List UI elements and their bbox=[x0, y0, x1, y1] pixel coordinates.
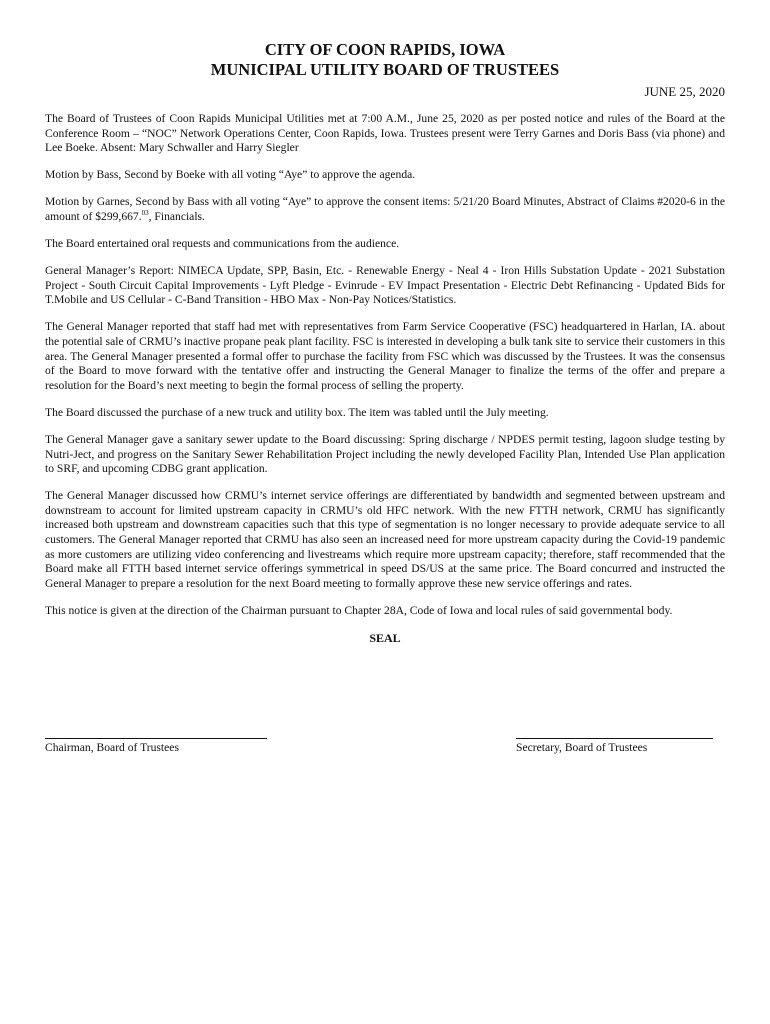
paragraph-audience: The Board entertained oral requests and communications from the audience. bbox=[45, 237, 400, 251]
chairman-label: Chairman, Board of Trustees bbox=[45, 741, 179, 754]
paragraph-agenda-motion: Motion by Bass, Second by Boeke with all voting “Aye” to approve the agenda. bbox=[45, 168, 416, 182]
signature-line bbox=[45, 738, 267, 739]
cents-superscript: 03 bbox=[141, 209, 149, 218]
signature-line bbox=[516, 738, 713, 739]
meeting-date: JUNE 25, 2020 bbox=[644, 84, 725, 99]
paragraph-propane-plant: The General Manager reported that staff had met with representatives from Farm Service Cooperative (FSC) headquartered in Harlan, IA. about the potential sale of CRMU’s inactive propane peak plant facility. FSC is interested in developing a bulk tank site to service their customers in this area. The General Manager presented a formal offer to purchase the facility from FSC which was discussed by the Trustees. It was the consensus of the Board to move forward with the tentative offer and instructing the General Manager to finalize the terms of the offer and prepare a resolution for the Board’s next meeting to begin the formal process of selling the property. bbox=[45, 320, 725, 392]
consent-text: Motion by Garnes, Second by Bass with all voting “Aye” to approve the consent items: 5/21/20 Board Minutes, Abstract of Claims #2020-6 in the amount of $299,667. bbox=[45, 195, 725, 223]
seal-label: SEAL bbox=[369, 631, 401, 646]
document-page bbox=[45, 40, 725, 646]
paragraph-notice: This notice is given at the direction of the Chairman pursuant to Chapter 28A, Code of Iowa and local rules of said governmental body. bbox=[45, 603, 673, 617]
document-title-board: MUNICIPAL UTILITY BOARD OF TRUSTEES bbox=[210, 60, 560, 79]
paragraph-internet-service: The General Manager discussed how CRMU’s internet service offerings are differentiated by bandwidth and segmented between upstream and downstream to account for limited upstream capacity in CRMU’s old HFC network. With the new FTTH network, CRMU has significantly increased both upstream and downstream capacities such that this type of segmentation is no longer necessary to provide adequate service to all customers. The General Manager reported that CRMU has also seen an increased need for more upstream capacity during the Covid-19 pandemic as more customers are utilizing video conferencing and livestreams which require more upstream capacity; therefore, staff recommended that the Board make all FTTH based internet service offerings symmetrical in speed DS/US at the same price. The Board concurred and instructed the General Manager to prepare a resolution for the next Board meeting to formally approve these new service offerings and rates. bbox=[45, 489, 725, 590]
secretary-signature-block bbox=[516, 738, 713, 754]
secretary-label: Secretary, Board of Trustees bbox=[516, 741, 648, 754]
consent-text-end: , Financials. bbox=[148, 209, 205, 223]
document-title-city: CITY OF COON RAPIDS, IOWA bbox=[264, 40, 506, 59]
paragraph-attendance: The Board of Trustees of Coon Rapids Municipal Utilities met at 7:00 A.M., June 25, 2020 as per posted notice and rules of the Board at the Conference Room – “NOC” Network Operations Center, Coon Rapids, Iowa. Trustees present were Terry Garnes and Doris Bass (via phone) and Lee Boeke. Absent: Mary Schwaller and Harry Siegler bbox=[45, 112, 725, 155]
paragraph-truck-purchase: The Board discussed the purchase of a new truck and utility box. The item was tabled until the July meeting. bbox=[45, 405, 549, 419]
paragraph-gm-report: General Manager’s Report: NIMECA Update, SPP, Basin, Etc. - Renewable Energy - Neal 4 - Iron Hills Substation Update - 2021 Substation Project - South Circuit Capital Improvements - Lyft Pledge - Evinrude - EV Impact Presentation - Electric Debt Refinancing - Updated Bids for T.Mobile and US Cellular - C-Band Transition - HBO Max - Non-Pay Notices/Statistics. bbox=[45, 264, 725, 307]
chairman-signature-block bbox=[45, 738, 267, 754]
paragraph-consent-motion bbox=[45, 195, 725, 224]
paragraph-sewer-update: The General Manager gave a sanitary sewer update to the Board discussing: Spring discharge / NPDES permit testing, lagoon sludge testing by Nutri-Ject, and progress on the Sanitary Sewer Rehabilitation Project including the newly developed Facility Plan, Intended Use Plan application to SRF, and upcoming CDBG grant application. bbox=[45, 433, 725, 476]
